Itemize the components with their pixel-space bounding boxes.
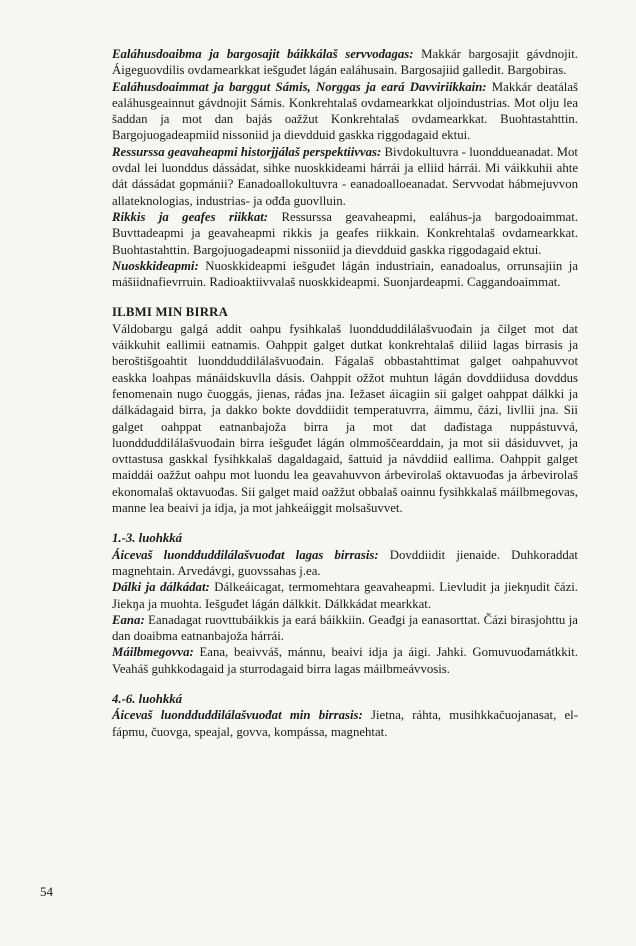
definition-text: Eanadagat ruovttubáikkis ja eará báikkiin. Geađgi ja eanasorttat. Čázi birasjohttu ja dan doaibma eatnanbajoža hárrái. (112, 612, 578, 644)
definition-term: Dálki ja dálkádat: (112, 580, 210, 595)
definition-text: Makkár bargosajit gávdnojit. Áigeguovdilis ovdamearkkat iešguđet lágán ealáhusain. Bargosajiid galledit. Bargobiras. (112, 47, 578, 78)
definition-text: Bivdokultuvra - luonddueanadat. Mot ovdal lei luonddus dássádat, sihke nuoskkideami hárrái ja elliid hárrái. Mi váikkuhii ahte dát dássádat gopmánii? Eanadoallokultuvra - eanadoalloeanadat. Servvodat hábmejuvvon allateknologias, industrias- ja ođđa guovlluin. (112, 144, 578, 208)
spacer (112, 516, 578, 530)
definitions-top (112, 46, 578, 290)
definition-term: Áicevaš luondduddilálašvuođat lagas birrasis: (112, 547, 379, 562)
definition-term: Ealáhusdoaimmat ja barggut Sámis, Norggas ja eará Davviriikkain: (112, 79, 487, 94)
definition-paragraph (112, 46, 578, 79)
definition-term: Áicevaš luondduddilálašvuođat min birrasis: (112, 708, 363, 723)
definition-text: Makkár deatálaš ealáhusgeainnut gávdnojit Sámis. Konkrehtalaš ovdamearkkat oljoindustrias. Mot olju lea šaddan ja mot dan bajás oažžut Konkrehtalaš ovdamearkkat. Buohtastahttin. Bargojuogadeapmiid nissoniid ja dievdduid gaskka riggodagaid ektui. (112, 79, 579, 143)
grade-heading-4-6: 4.-6. luohkká (112, 691, 183, 706)
page-body (112, 46, 578, 740)
definition-paragraph (112, 258, 578, 291)
definition-text: Jietna, ráhta, musihkkačuojanasat, el-fápmu, čuovga, speajal, govva, kompássa, magnehtat. (112, 708, 578, 739)
definition-paragraph (112, 579, 578, 612)
definition-text: Eana, beaivváš, mánnu, beaivi idja ja áigi. Jahki. Gomuvuođamátkkit. Veaháš guhkkodagaid ja sturrodagaid birra lagas máilbmeávvosis. (112, 645, 578, 676)
grade-heading-1-3: 1.-3. luohkká (112, 531, 183, 546)
section-heading: ILBMI MIN BIRRA (112, 305, 229, 320)
definition-paragraph (112, 644, 578, 677)
definition-paragraph (112, 79, 578, 144)
definition-paragraph (112, 144, 578, 209)
definition-text: Dálkeáicagat, termomehtara geavaheapmi. Lievludit ja jiekŋudit čázi. Jiekŋa ja muohta. Iešguđet lágán dálkkit. Dálkkádat mearkkat. (112, 580, 578, 611)
definition-paragraph (112, 209, 578, 258)
definition-term: Ealáhusdoaibma ja bargosajit báikkálaš servvodagas: (112, 47, 414, 61)
definition-term: Ressurssa geavaheapmi historjjálaš perspektiivvas: (112, 144, 382, 159)
definition-term: Eana: (112, 612, 145, 627)
definition-text: Dovddiidit jienaide. Duhkoraddat magnehtain. Arvedávgi, guovssahas j.ea. (112, 547, 578, 578)
spacer (112, 290, 578, 304)
definition-text: Ressurssa geavaheapmi, ealáhus-ja bargodoaimmat. Buvttadeapmi ja geavaheapmi rikkis ja geafes riikkain. Konkrehtalaš ovdamearkkat. Buohtastahttin. Bargojuogadeapmi nissoniid ja dievdduid gaskka riggodagaid ektui. (112, 209, 578, 257)
definition-paragraph (112, 707, 578, 740)
definition-term: Rikkis ja geafes riikkat: (112, 209, 269, 224)
definition-term: Nuoskkideapmi: (112, 258, 199, 273)
definition-paragraph (112, 612, 578, 645)
section-body: Váldobargu galgá addit oahpu fysihkalaš luondduddilálašvuođain ja čilget mot dat váikkuhit eallimii eatnamis. Oahppit galget dutkat konkrehtalaš diliid lagas birrasis ja beroštišgoahtit luondduddilálašvuođain. Fágalaš obbastahttimat galget oahpahuvvot easkka loahpas mánáidskuvlla dásis. Oahppit ožžot muhtun lágán dovddiidusa dovddus fenomenain nugo čuoggás, jienas, ráđas jna. Iežaset áicagiin sii galget oahppat dálkki ja dálkádagaid birra, ja dakko bokte dovddiidit temperatuvrra, áimmu, čázi, livllii jna. Sii galget oahppat eatnanbajoža birra ja mot dat dađistaga nuppástuvvá, luondduddilálašvuođain birra iešguđet lágán olmmoščearddain, ja mot sii dásiduvvet, ja ovttastusa gaskkal fysihkkalaš dagaldagaid, šattuid ja návddiid eallima. Oahppit galget maiddái oažžut oahpu mot luondu lea geavahuvvon árbevirolaš oktavuođas ja árbevirolaš ekonomalaš oktavuođas. Sii galget maid oažžut obbalaš oainnu fysihkkalaš máilbmegovas, manne lea beaivi ja idja, ja mot jahkeáiggit molsašuvvet. (112, 321, 578, 516)
page-number: 54 (40, 884, 53, 899)
definition-paragraph (112, 547, 578, 580)
definition-text: Nuoskkideapmi iešguđet lágán industriain, eanadoalus, orrunsajiin ja mášiidnafievrruin. Radioaktiivvalaš nuoskkideapmi. Suonjardeapmi. Caggandoaimmat. (112, 258, 578, 290)
spacer (112, 677, 578, 691)
definition-term: Máilbmegovva: (112, 645, 194, 660)
